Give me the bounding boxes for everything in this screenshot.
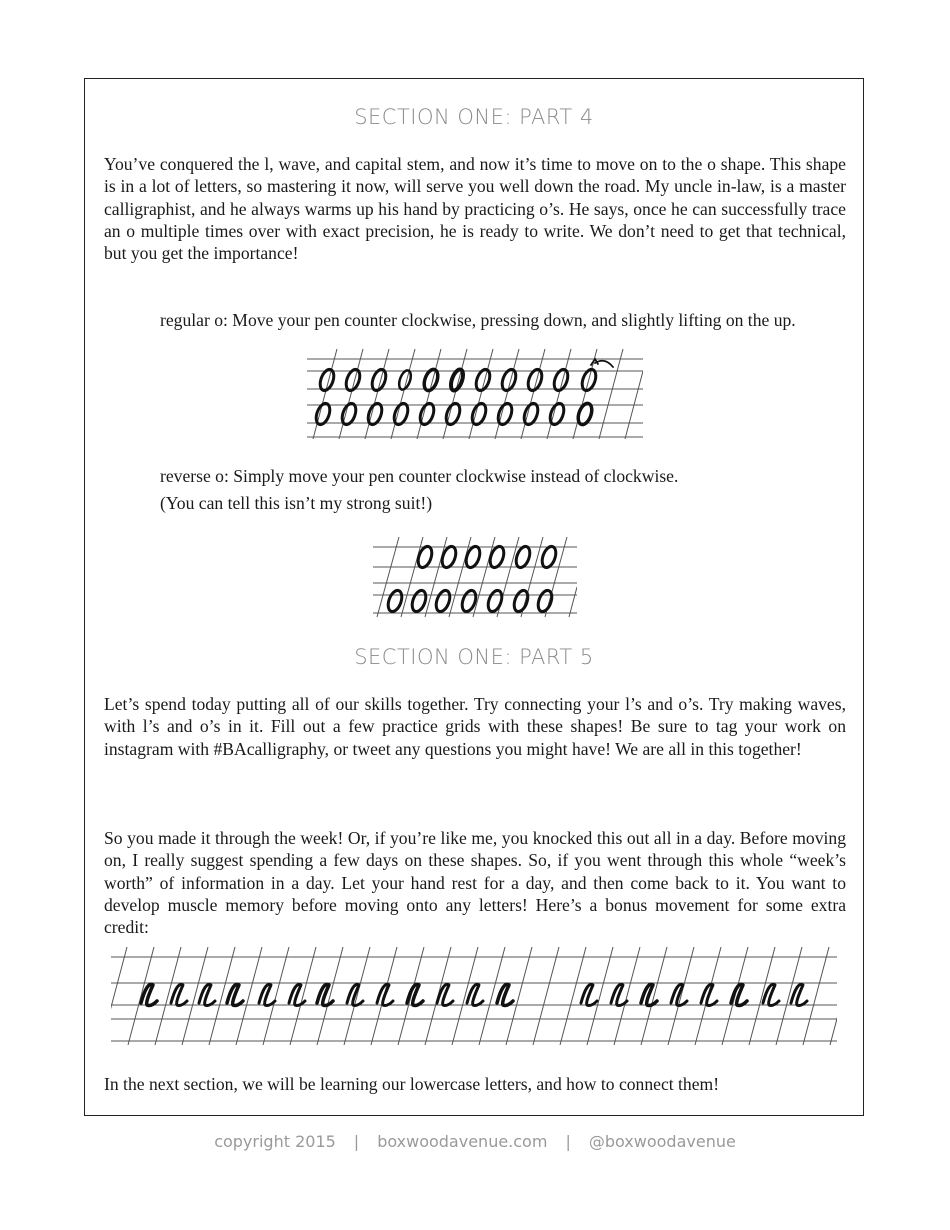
footer [0, 1132, 950, 1151]
brush-stroke [763, 984, 779, 1005]
page-frame [84, 78, 864, 1116]
guide-slant-line [803, 947, 829, 1045]
guide-slant-line [290, 947, 316, 1045]
brush-stroke [791, 984, 807, 1005]
brush-stroke [289, 984, 305, 1005]
guide-slant-line [587, 947, 613, 1045]
brush-stroke [611, 984, 627, 1005]
guide-slant-line [398, 947, 424, 1045]
skills-paragraph: Let’s spend today putting all of our skills together. Try connecting your l’s and o’s. Try making waves, with l’s and o’s in it. Fill out a few practice grids with these shapes! Be sure to tag your work on instagram with #BAcalligraphy, or tweet any questions you might have! We are all in this together! [104, 694, 846, 759]
regular-o-practice-image [307, 347, 643, 441]
guide-slant-line [236, 947, 262, 1045]
guide-slant-line [533, 947, 559, 1045]
brush-stroke [497, 984, 513, 1005]
guide-slant-line [479, 947, 505, 1045]
footer-separator-2: | [565, 1132, 571, 1151]
brush-stroke [377, 984, 393, 1005]
brush-stroke [467, 984, 483, 1005]
brush-stroke [171, 984, 187, 1005]
guide-slant-line [506, 947, 532, 1045]
guide-slant-line [722, 947, 748, 1045]
copyright-text: copyright 2015 [214, 1132, 336, 1151]
brush-stroke [199, 984, 215, 1005]
reverse-o-practice-image [373, 535, 577, 619]
brush-stroke [437, 984, 453, 1005]
intro-paragraph: You’ve conquered the l, wave, and capital stem, and now it’s time to move on to the o shape. This shape is in a lot of letters, so mastering it now, will serve you well down the road. My uncle in-law, is a master calligraphist, and he always warms up his hand by practicing o’s. He says, once he can successfully trace an o multiple times over with exact precision, he is ready to write. We don’t need to get that technical, but you get the importance! [104, 154, 846, 264]
section-heading-part-4: SECTION ONE: PART 4 [354, 105, 594, 129]
reverse-o-note: (You can tell this isn’t my strong suit!) [160, 493, 433, 513]
footer-separator-1: | [353, 1132, 360, 1151]
guide-slant-line [111, 947, 127, 1045]
closing-paragraph: In the next section, we will be learning our lowercase letters, and how to connect them! [104, 1074, 720, 1094]
brush-stroke [581, 984, 597, 1005]
guide-slant-line [830, 947, 837, 1045]
website-link[interactable]: boxwoodavenue.com [377, 1132, 548, 1151]
brush-stroke [701, 984, 717, 1005]
guide-slant-line [182, 947, 208, 1045]
guide-slant-line [209, 947, 235, 1045]
section-heading-part-5: SECTION ONE: PART 5 [354, 645, 594, 669]
brush-stroke [259, 984, 275, 1005]
week-summary-paragraph: So you made it through the week! Or, if you’re like me, you knocked this out all in a day. Before moving on, I really suggest spending a few days on these shapes. So, if you went through this whole “week’s worth” of information in a day. Let your hand rest for a day, and then come back to it. You want to develop muscle memory before moving onto any letters! Here’s a bonus movement for some extra credit: [104, 828, 846, 938]
reverse-o-instruction: reverse o: Simply move your pen counter clockwise instead of clockwise. [160, 466, 679, 486]
brush-stroke [227, 984, 243, 1005]
regular-o-instruction: regular o: Move your pen counter clockwise, pressing down, and slightly lifting on the up. [160, 310, 796, 330]
instagram-handle-link[interactable]: @boxwoodavenue [588, 1132, 736, 1151]
bonus-movement-practice-image [111, 947, 837, 1045]
